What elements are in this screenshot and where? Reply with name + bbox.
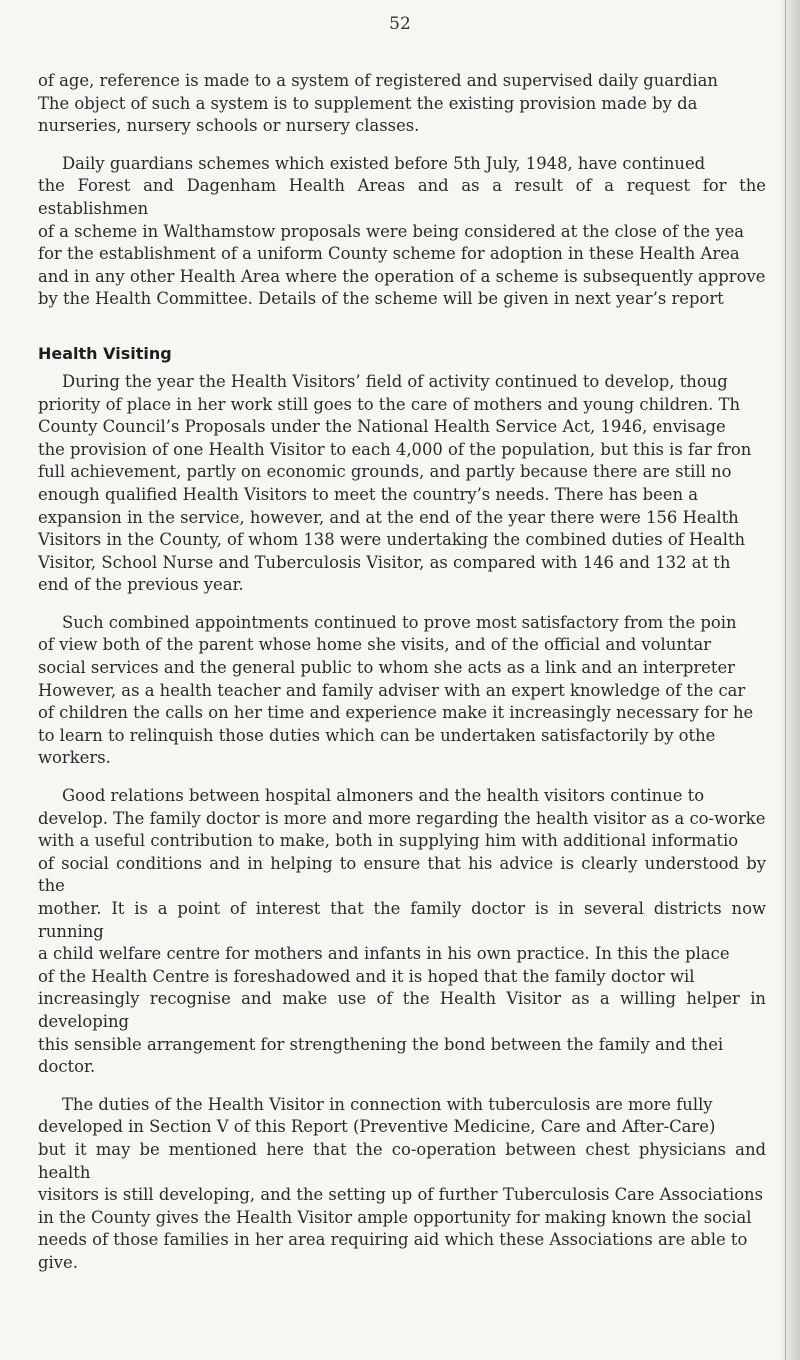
paragraph-health-visitors-activity: During the year the Health Visitors’ field of activity continued to develop, thoug priority of place in her work still goes to the care of mothers and young children. Th County Council’s Proposals under the National Health Service Act, 1946, envisage the provision of one Health Visitor to each 4,000 of the population, but this is far fron full achievement, partly on economic grounds, and partly because there are still no enough qualified Health Visitors to meet the country’s needs. There has been a expansion in the service, however, and at the end of the year there were 156 Health Visitors in the County, of whom 138 were undertaking the combined duties of Health Visitor, School Nurse and Tuberculosis Visitor, as compared with 146 and 132 at th end of the previous year. bbox=[38, 371, 752, 595]
page-number: 52 bbox=[389, 14, 411, 34]
section-heading-health-visiting: Health Visiting bbox=[38, 343, 172, 363]
paragraph-daily-guardians-schemes: Daily guardians schemes which existed before 5th July, 1948, have continued the Forest and Dagenham Health Areas and as a result of a request for the establishmen of a scheme in Walthamstow proposals were being considered at the close of the yea for the establishment of a uniform County scheme for adoption in these Health Area and in any other Health Area where the operation of a scheme is subsequently approve by the Health Committee. Details of the scheme will be given in next year’s report bbox=[38, 153, 766, 309]
paragraph-tuberculosis-duties: The duties of the Health Visitor in connection with tuberculosis are more fully developed in Section V of this Report (Preventive Medicine, Care and After-Care) but it may be mentioned here that the co-operation between chest physicians and health visitors is still developing, and the setting up of further Tuberculosis Care Associations in the County gives the Health Visitor ample opportunity for making known the social needs of those families in her area requiring aid which these Associations are able to give. bbox=[38, 1094, 766, 1272]
paragraph-combined-appointments: Such combined appointments continued to prove most satisfactory from the poin of view both of the parent whose home she visits, and of the official and voluntar social services and the general public to whom she acts as a link and an interpreter However, as a health teacher and family adviser with an expert knowledge of the car of children the calls on her time and experience make it increasingly necessary for he to learn to relinquish those duties which can be undertaken satisfactorily by othe workers. bbox=[38, 612, 754, 768]
page-body bbox=[38, 70, 766, 1275]
paragraph-daily-guardians-intro: of age, reference is made to a system of registered and supervised daily guardian The object of such a system is to supplement the existing provision made by da nurseries, nursery schools or nursery classes. bbox=[38, 71, 718, 136]
paragraph-hospital-almoners: Good relations between hospital almoners and the health visitors continue to develop. The family doctor is more and more regarding the health visitor as a co-worke with a useful contribution to make, both in supplying him with additional informatio of social conditions and in helping to ensure that his advice is clearly understood by the mother. It is a point of interest that the family doctor is in several districts now running a child welfare centre for mothers and infants in his own practice. In this the place of the Health Centre is foreshadowed and it is hoped that the family doctor wil increasingly recognise and make use of the Health Visitor as a willing helper in developing this sensible arrangement for strengthening the bond between the family and thei doctor. bbox=[38, 786, 766, 1077]
page-binding-edge bbox=[785, 0, 786, 1360]
page-binding-shadow bbox=[778, 0, 800, 1360]
